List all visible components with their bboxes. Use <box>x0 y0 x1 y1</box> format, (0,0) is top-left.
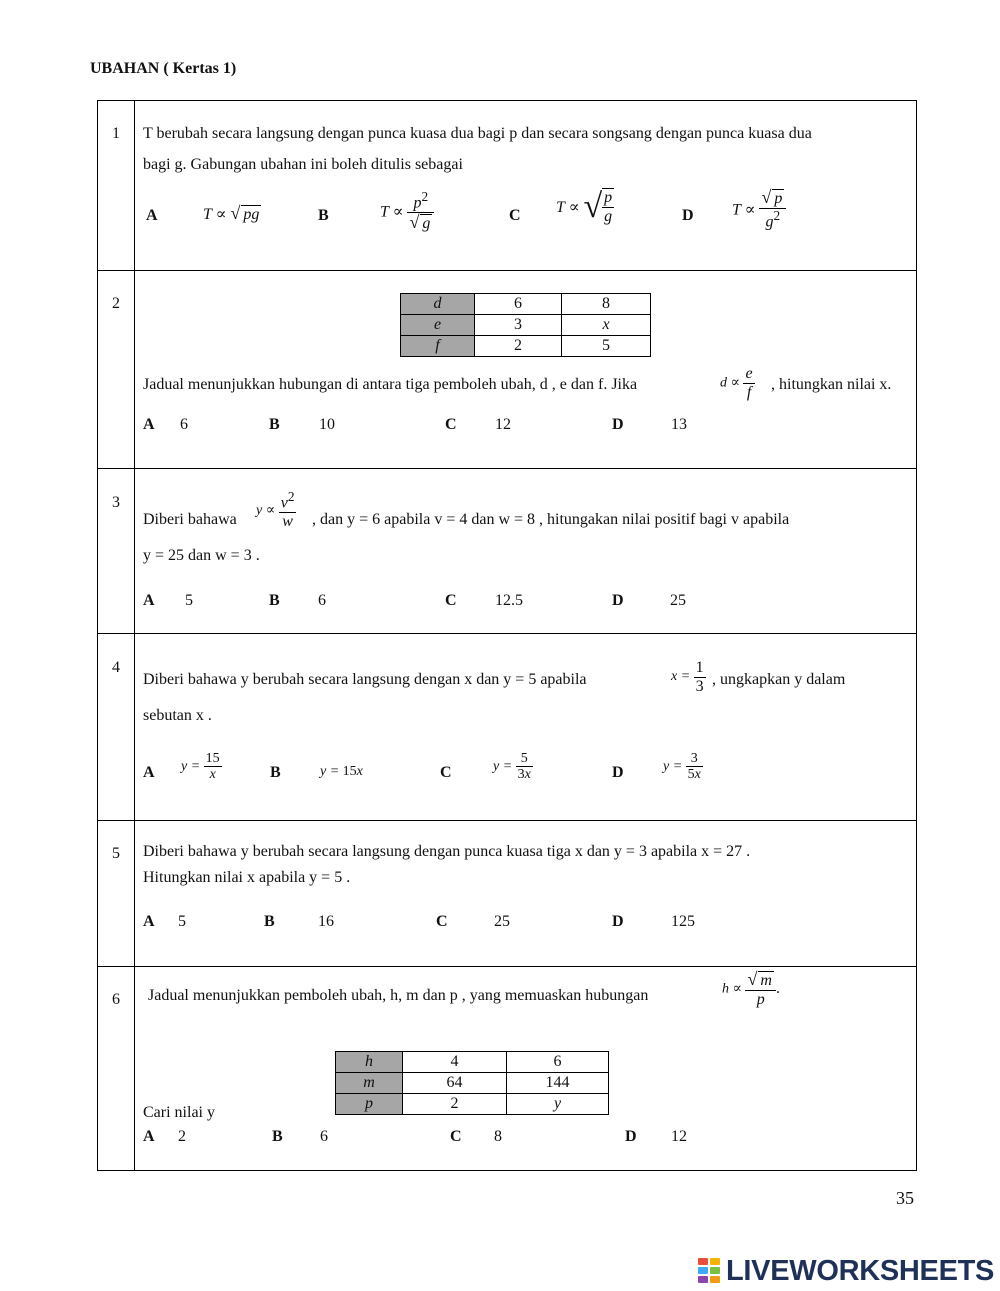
row-divider <box>97 633 917 634</box>
q4-option-a-expr[interactable]: y = $\frac{15}{x}$ <box>181 751 220 783</box>
q4-option-c-expr[interactable]: y = $\frac{5}{3x}$ <box>493 751 531 783</box>
q1-option-d-label[interactable]: D <box>682 207 694 224</box>
question-5-text-line2: Hitungkan nilai x apabila y = 5 . <box>143 869 351 886</box>
q2-cell: 3 <box>475 315 562 336</box>
question-table <box>97 100 917 1171</box>
question-2-text-end: , hitungkan nilai x. <box>771 376 892 393</box>
q2-cell: f <box>401 336 475 357</box>
question-1-number: 1 <box>112 125 120 142</box>
q6-cell: 6 <box>507 1052 609 1073</box>
liveworksheets-logo[interactable]: LIVEWORKSHEETS <box>726 1255 995 1287</box>
question-6-text: Jadual menunjukkan pemboleh ubah, h, m dan p , yang memuaskan hubungan <box>148 987 649 1004</box>
question-4-text: Diberi bahawa y berubah secara langsung dengan x dan y = 5 apabila <box>143 671 587 688</box>
q6-cell: 2 <box>403 1094 507 1115</box>
q6-option-d-label[interactable]: D <box>625 1128 637 1145</box>
q4-condition-expr: x = $\frac{1}{3}$ <box>671 659 704 695</box>
q5-option-d-value[interactable]: 125 <box>671 913 695 930</box>
q5-option-c-value[interactable]: 25 <box>494 913 510 930</box>
q6-cell: m <box>336 1073 403 1094</box>
q6-cell: 64 <box>403 1073 507 1094</box>
question-3-text-line2: y = 25 dan w = 3 . <box>143 547 260 564</box>
q2-option-b-value[interactable]: 10 <box>319 416 335 433</box>
q6-option-a-value[interactable]: 2 <box>178 1128 186 1145</box>
q1-option-c-expr[interactable]: T ∝ √ $\frac{p}{g}$ <box>556 188 613 225</box>
question-4-number: 4 <box>112 659 120 676</box>
q1-option-b-label[interactable]: B <box>318 207 329 224</box>
number-column-divider <box>134 100 135 1171</box>
q2-cell: 6 <box>475 294 562 315</box>
q1-option-b-expr[interactable]: T ∝ $\frac{p^2}{√ g}$ <box>380 190 434 233</box>
q4-option-b-label[interactable]: B <box>270 764 281 781</box>
q3-option-c-value[interactable]: 12.5 <box>495 592 523 609</box>
question-3-number: 3 <box>112 494 120 511</box>
q3-option-d-value[interactable]: 25 <box>670 592 686 609</box>
q2-cell: 8 <box>562 294 651 315</box>
question-5-number: 5 <box>112 845 120 862</box>
row-divider <box>97 820 917 821</box>
q6-cell: 144 <box>507 1073 609 1094</box>
q5-option-a-value[interactable]: 5 <box>178 913 186 930</box>
q5-option-a-label[interactable]: A <box>143 913 155 930</box>
liveworksheets-logo-icon <box>698 1258 722 1284</box>
question-3-text: Diberi bahawa <box>143 511 237 528</box>
q5-option-c-label[interactable]: C <box>436 913 448 930</box>
question-1-text: T berubah secara langsung dengan punca kuasa dua bagi p dan secara songsang dengan punca kuasa dua <box>143 125 812 142</box>
q2-cell: d <box>401 294 475 315</box>
q3-option-d-label[interactable]: D <box>612 592 624 609</box>
q3-relation-expr: y ∝ $\frac{v^2}{w}$ <box>256 489 295 530</box>
q2-option-a-label[interactable]: A <box>143 416 155 433</box>
q3-option-c-label[interactable]: C <box>445 592 457 609</box>
q1-option-c-label[interactable]: C <box>509 207 521 224</box>
q4-option-a-label[interactable]: A <box>143 764 155 781</box>
row-divider <box>97 966 917 967</box>
q6-cell: h <box>336 1052 403 1073</box>
question-6-data-table <box>335 1051 609 1115</box>
q4-option-b-expr[interactable]: y = 15x <box>320 764 363 779</box>
q1-option-a-label[interactable]: A <box>146 207 158 224</box>
q2-option-c-label[interactable]: C <box>445 416 457 433</box>
q6-relation-expr: h ∝ $\frac{√ m}{p}$ . <box>722 969 780 1008</box>
question-6-text-line2: Cari nilai y <box>143 1104 215 1121</box>
q2-option-d-value[interactable]: 13 <box>671 416 687 433</box>
q2-cell: e <box>401 315 475 336</box>
q2-cell: 5 <box>562 336 651 357</box>
question-2-text: Jadual menunjukkan hubungan di antara tiga pemboleh ubah, d , e dan f. Jika <box>143 376 638 393</box>
question-2-data-table <box>400 293 651 357</box>
q2-option-d-label[interactable]: D <box>612 416 624 433</box>
q6-cell: 4 <box>403 1052 507 1073</box>
q6-option-b-value[interactable]: 6 <box>320 1128 328 1145</box>
q1-option-d-expr[interactable]: T ∝ $\frac{√ p}{g^2}$ <box>732 188 786 231</box>
q2-option-c-value[interactable]: 12 <box>495 416 511 433</box>
q6-cell: y <box>507 1094 609 1115</box>
question-4-text-rest: , ungkapkan y dalam <box>712 671 846 688</box>
q5-option-b-label[interactable]: B <box>264 913 275 930</box>
row-divider <box>97 270 917 271</box>
question-1-text-line2: bagi g. Gabungan ubahan ini boleh ditulis sebagai <box>143 156 463 173</box>
question-5-text: Diberi bahawa y berubah secara langsung dengan punca kuasa tiga x dan y = 3 apabila x = 27 . <box>143 843 751 860</box>
q5-option-b-value[interactable]: 16 <box>318 913 334 930</box>
q6-option-d-value[interactable]: 12 <box>671 1128 687 1145</box>
question-3-text-rest: , dan y = 6 apabila v = 4 dan w = 8 , hitungakan nilai positif bagi v apabila <box>312 511 790 528</box>
question-6-number: 6 <box>112 991 120 1008</box>
q6-cell: p <box>336 1094 403 1115</box>
q1-option-a-expr[interactable]: T ∝ √ pg <box>203 203 260 223</box>
q6-option-c-value[interactable]: 8 <box>494 1128 502 1145</box>
page-number: 35 <box>896 1188 914 1208</box>
q3-option-b-value[interactable]: 6 <box>318 592 326 609</box>
q6-option-b-label[interactable]: B <box>272 1128 283 1145</box>
q4-option-c-label[interactable]: C <box>440 764 452 781</box>
q4-option-d-expr[interactable]: y = $\frac{3}{5x}$ <box>663 751 701 783</box>
q2-cell: x <box>562 315 651 336</box>
q6-option-a-label[interactable]: A <box>143 1128 155 1145</box>
q2-option-a-value[interactable]: 6 <box>180 416 188 433</box>
q5-option-d-label[interactable]: D <box>612 913 624 930</box>
q4-option-d-label[interactable]: D <box>612 764 624 781</box>
q3-option-a-value[interactable]: 5 <box>185 592 193 609</box>
question-4-text-line2: sebutan x . <box>143 707 212 724</box>
q3-option-a-label[interactable]: A <box>143 592 155 609</box>
q6-option-c-label[interactable]: C <box>450 1128 462 1145</box>
q3-option-b-label[interactable]: B <box>269 592 280 609</box>
q2-option-b-label[interactable]: B <box>269 416 280 433</box>
q2-relation-expr: d ∝ $\frac{e}{f}$ <box>720 365 753 401</box>
row-divider <box>97 468 917 469</box>
page-title: UBAHAN ( Kertas 1) <box>90 60 237 77</box>
question-2-number: 2 <box>112 295 120 312</box>
q2-cell: 2 <box>475 336 562 357</box>
